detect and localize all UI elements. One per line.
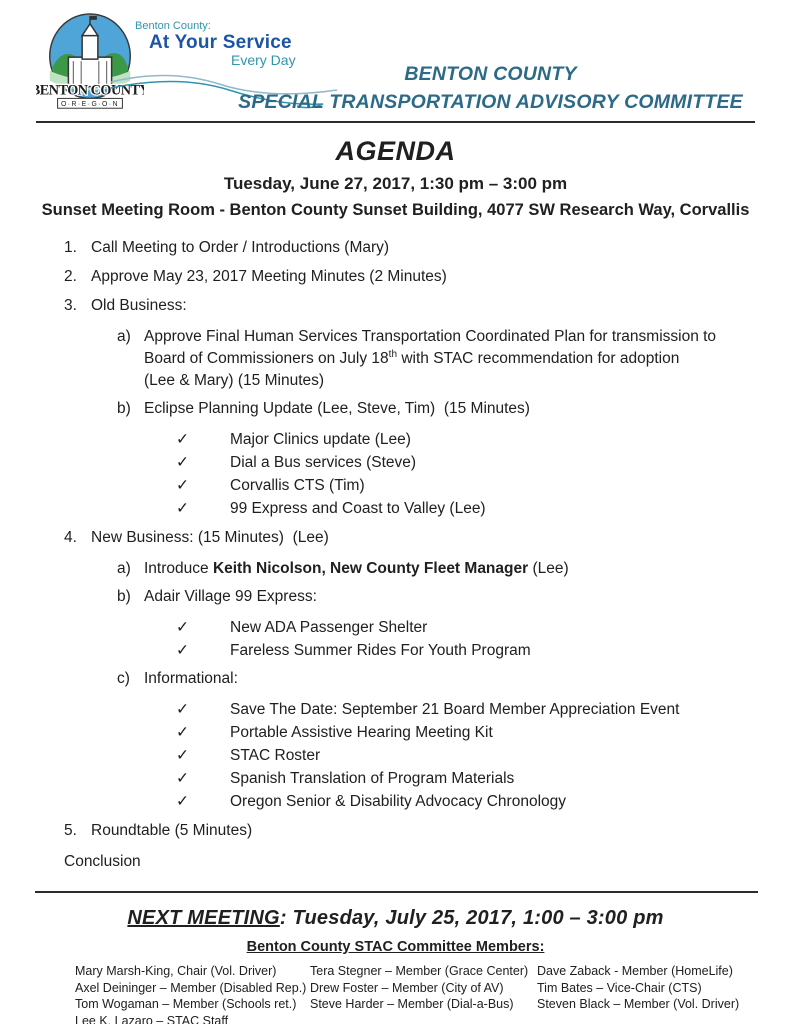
- checklist-item: [176, 475, 791, 497]
- check-text: Spanish Translation of Program Materials: [230, 770, 515, 787]
- checklist-item: [176, 722, 791, 744]
- item-letter: a): [117, 560, 131, 577]
- item-number: 3.: [64, 297, 77, 314]
- check-icon: ✓: [176, 724, 189, 741]
- checklist-item: [176, 452, 791, 474]
- agenda-item-3b: [117, 398, 791, 420]
- member-entry: Mary Marsh-King, Chair (Vol. Driver): [75, 964, 277, 978]
- check-icon: ✓: [176, 642, 189, 659]
- check-text: Oregon Senior & Disability Advocacy Chronology: [230, 793, 567, 810]
- item-text: Adair Village 99 Express:: [144, 588, 317, 605]
- checklist-item: [176, 699, 791, 721]
- item-text: Informational:: [144, 670, 238, 687]
- agenda-item-3: [64, 295, 791, 317]
- agenda-item-4b: [117, 586, 791, 608]
- member-entry: Tim Bates – Vice-Chair (CTS): [537, 980, 702, 995]
- agenda-item-1: [64, 237, 791, 259]
- check-text: 99 Express and Coast to Valley (Lee): [230, 500, 486, 517]
- item-number: 1.: [64, 239, 77, 256]
- member-entry: Drew Foster – Member (City of AV): [310, 980, 504, 995]
- item-4a-pre: Introduce: [144, 560, 213, 577]
- item-4a-bold: Keith Nicolson, New County Fleet Manager: [212, 560, 529, 577]
- check-icon: ✓: [176, 477, 189, 494]
- conclusion-text: Conclusion: [64, 853, 141, 870]
- item-3a-line1: Approve Final Human Services Transportation Coordinated Plan for transmission to: [144, 328, 717, 345]
- check-text: Portable Assistive Hearing Meeting Kit: [230, 724, 493, 741]
- check-icon: ✓: [176, 747, 189, 764]
- item-text: Old Business:: [91, 297, 187, 314]
- tagline-main: At Your Service: [149, 32, 292, 53]
- item-text: Call Meeting to Order / Introductions (Mary): [91, 239, 390, 256]
- item-text: [144, 326, 716, 392]
- members-column-3: [537, 963, 767, 1024]
- members-column-2: [310, 963, 537, 1024]
- item-number: 4.: [64, 529, 77, 546]
- check-icon: ✓: [176, 454, 189, 471]
- ordinal-suffix: th: [388, 348, 398, 360]
- item-letter: c): [117, 670, 130, 687]
- members-heading: Benton County STAC Committee Members:: [246, 939, 545, 955]
- agenda-item-2: [64, 266, 791, 288]
- member-entry: Steven Black – Member (Vol. Driver): [537, 997, 740, 1011]
- checklist-item: [176, 791, 791, 813]
- next-meeting-line: [0, 907, 791, 930]
- check-icon: ✓: [176, 619, 189, 636]
- agenda-item-4c: [117, 668, 791, 690]
- agenda-datetime: Tuesday, June 27, 2017, 1:30 pm – 3:00 pm: [223, 174, 568, 193]
- logo-arc-text: BENTON COUNTY: [36, 82, 144, 99]
- item-letter: a): [117, 328, 131, 345]
- members-column-1: [75, 963, 310, 1024]
- committee-title-line1: BENTON COUNTY: [404, 63, 577, 85]
- item-text: Approve May 23, 2017 Meeting Minutes (2 Minutes): [91, 268, 447, 285]
- member-entry: Axel Deininger – Member (Disabled Rep.): [75, 980, 307, 995]
- member-entry: Tera Stegner – Member (Grace Center): [310, 964, 529, 978]
- footer-divider: [35, 891, 758, 893]
- agenda-location: Sunset Meeting Room - Benton County Sunset Building, 4077 SW Research Way, Corvallis: [41, 201, 750, 219]
- check-icon: ✓: [176, 793, 189, 810]
- check-text: STAC Roster: [230, 747, 321, 764]
- member-entry: Tom Wogaman – Member (Schools ret.): [75, 997, 297, 1011]
- check-text: Fareless Summer Rides For Youth Program: [230, 642, 531, 659]
- member-entry: Lee K. Lazaro – STAC Staff: [75, 1013, 229, 1024]
- item-3a-line2-post: with STAC recommendation for adoption: [397, 350, 680, 367]
- members-list: [75, 963, 791, 1024]
- checklist-item: [176, 429, 791, 451]
- agenda-title: AGENDA: [335, 136, 456, 166]
- header-divider: [36, 121, 755, 123]
- member-entry: Steve Harder – Member (Dial-a-Bus): [310, 997, 514, 1011]
- checklist-item: [176, 745, 791, 767]
- check-text: New ADA Passenger Shelter: [230, 619, 428, 636]
- check-text: Corvallis CTS (Tim): [230, 477, 365, 494]
- check-text: Save The Date: September 21 Board Member Appreciation Event: [230, 701, 680, 718]
- next-meeting-details: : Tuesday, July 25, 2017, 1:00 – 3:00 pm: [279, 907, 664, 929]
- agenda-item-4: [64, 527, 791, 549]
- agenda-item-4a: [117, 558, 791, 580]
- next-meeting-label: NEXT MEETING: [127, 907, 280, 929]
- tagline-small: Benton County:: [135, 20, 211, 32]
- item-letter: b): [117, 400, 131, 417]
- checklist-item: [176, 640, 791, 662]
- item-text: Roundtable (5 Minutes): [91, 822, 253, 839]
- checklist-item: [176, 768, 791, 790]
- item-number: 2.: [64, 268, 77, 285]
- logo-state-text: O·R·E·G·O·N: [60, 101, 120, 109]
- item-number: 5.: [64, 822, 77, 839]
- item-text: [144, 558, 569, 580]
- item-text: Eclipse Planning Update (Lee, Steve, Tim) (15 Minutes): [144, 400, 530, 417]
- checklist-item: [176, 617, 791, 639]
- check-text: Major Clinics update (Lee): [230, 431, 411, 448]
- check-text: Dial a Bus services (Steve): [230, 454, 417, 471]
- committee-title: [228, 60, 753, 116]
- check-icon: ✓: [176, 701, 189, 718]
- item-text: New Business: (15 Minutes) (Lee): [91, 529, 329, 546]
- tagline-sub: Every Day: [231, 52, 296, 68]
- check-icon: ✓: [176, 500, 189, 517]
- check-icon: ✓: [176, 431, 189, 448]
- checklist-item: [176, 498, 791, 520]
- member-entry: Dave Zaback - Member (HomeLife): [537, 964, 733, 978]
- item-3a-line3: (Lee & Mary) (15 Minutes): [144, 372, 325, 389]
- committee-title-line2: SPECIAL TRANSPORTATION ADVISORY COMMITTEE: [238, 91, 743, 113]
- agenda-content: [0, 132, 791, 1024]
- item-3a-line2-pre: Board of Commissioners on July 18: [144, 350, 389, 367]
- item-letter: b): [117, 588, 131, 605]
- agenda-item-3a: [117, 326, 791, 392]
- check-icon: ✓: [176, 770, 189, 787]
- item-4a-post: (Lee): [528, 560, 569, 577]
- agenda-item-5: [64, 820, 791, 842]
